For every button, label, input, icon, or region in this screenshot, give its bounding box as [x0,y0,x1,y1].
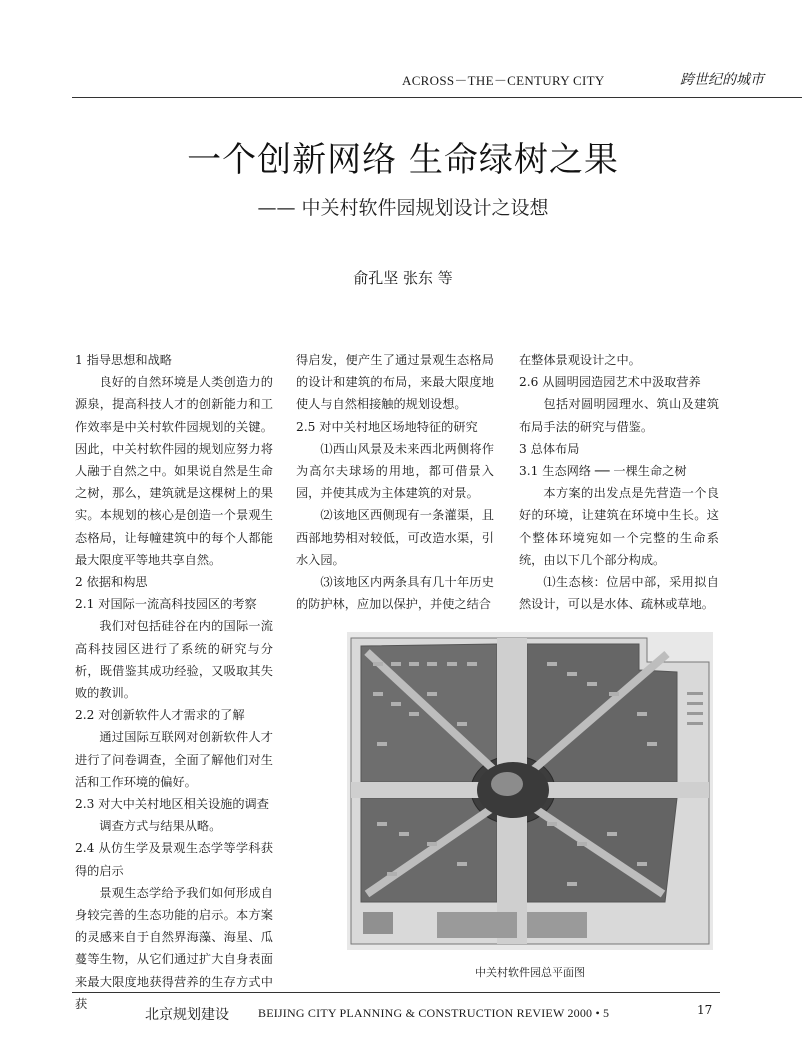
article-title: 一个创新网络 生命绿树之果 [187,140,619,180]
section-heading: 2.6 从圆明园造园艺术中汲取营养 [519,375,701,390]
section-heading: 2.4 从仿生学及景观生态学等学科获得的启示 [75,841,273,878]
text-column-1 [75,349,273,1015]
running-header-chinese: 跨世纪的城市 [680,72,764,88]
paragraph: ⑶该地区内两条具有几十年历史的防护林，应加以保护，并使之结合 [296,575,494,612]
section-heading: 2.2 对创新软件人才需求的了解 [75,708,245,723]
section-heading: 2.3 对大中关村地区相关设施的调查 [75,797,269,812]
section-heading: 2.5 对中关村地区场地特征的研究 [296,419,478,434]
article-authors: 俞孔坚 张东 等 [353,269,453,287]
site-plan-figure [347,632,713,950]
journal-name: 北京规划建设 [145,1007,229,1023]
paragraph: 本方案的出发点是先营造一个良好的环境，让建筑在环境中生长。这个整体环境宛如一个完整的生命系统，由以下几个部分构成。 [519,486,719,567]
paragraph: 调查方式与结果从略。 [99,819,222,834]
section-heading: 2 依据和构思 [75,575,148,590]
section-heading: 3.1 生态网络 ── 一棵生命之树 [519,464,687,479]
paragraph: 包括对圆明园理水、筑山及建筑布局手法的研究与借鉴。 [519,397,719,434]
section-heading: 1 指导思想和战略 [75,353,172,367]
section-heading: 3 总体布局 [519,441,580,456]
header-rule [72,97,802,98]
footer-rule [72,992,720,993]
running-header-english: ACROSS－THE－CENTURY CITY [402,73,605,88]
section-heading: 2.1 对国际一流高科技园区的考察 [75,597,257,612]
site-plan-drawing [347,632,713,950]
section-heading: 得启发，便产生了通过景观生态格局的设计和建筑的布局，来最大限度地使人与自然相接触的规划设想。 [296,353,494,412]
paragraph: ⑴西山风景及未来西北两侧将作为高尔夫球场的用地，都可借景入园，并使其成为主体建筑的对景。 [296,441,494,501]
journal-name-english: BEIJING CITY PLANNING & CONSTRUCTION REVIEW 2000 • 5 [258,1006,610,1020]
paragraph: 通过国际互联网对创新软件人才进行了问卷调查，全面了解他们对生活和工作环境的偏好。 [75,730,273,789]
paragraph: ⑵该地区西侧现有一条灌渠，且西部地势相对较低，可改造水渠，引水入园。 [296,508,494,567]
text-column-3 [519,349,719,615]
section-heading: 在整体景观设计之中。 [519,353,641,367]
paragraph: 景观生态学给予我们如何形成自身较完善的生态功能的启示。本方案的灵感来自于自然界海藻、海星、瓜蔓等生物，从它们通过扩大自身表面来最大限度地获得营养的生存方式中获 [75,885,273,1011]
paragraph: ⑴生态核：位居中部，采用拟自然设计，可以是水体、疏林或草地。 [519,575,719,612]
paragraph: 良好的自然环境是人类创造力的源泉，提高科技人才的创新能力和工作效率是中关村软件园规划的关键。因此，中关村软件园的规划应努力将人融于自然之中。如果说自然是生命之树，那么，建筑就是这棵树上的果实。本规划的核心是创造一个景观生态格局，让每幢建筑中的每个人都能最大限度平等地共享自然。 [75,375,273,567]
page-number: 17 [697,1003,713,1017]
figure-caption: 中关村软件园总平面图 [475,966,585,979]
article-subtitle: —— 中关村软件园规划设计之设想 [257,197,549,219]
paragraph: 我们对包括硅谷在内的国际一流高科技园区进行了系统的研究与分析，既借鉴其成功经验，又吸取其失败的教训。 [75,619,273,701]
text-column-2 [296,349,494,615]
